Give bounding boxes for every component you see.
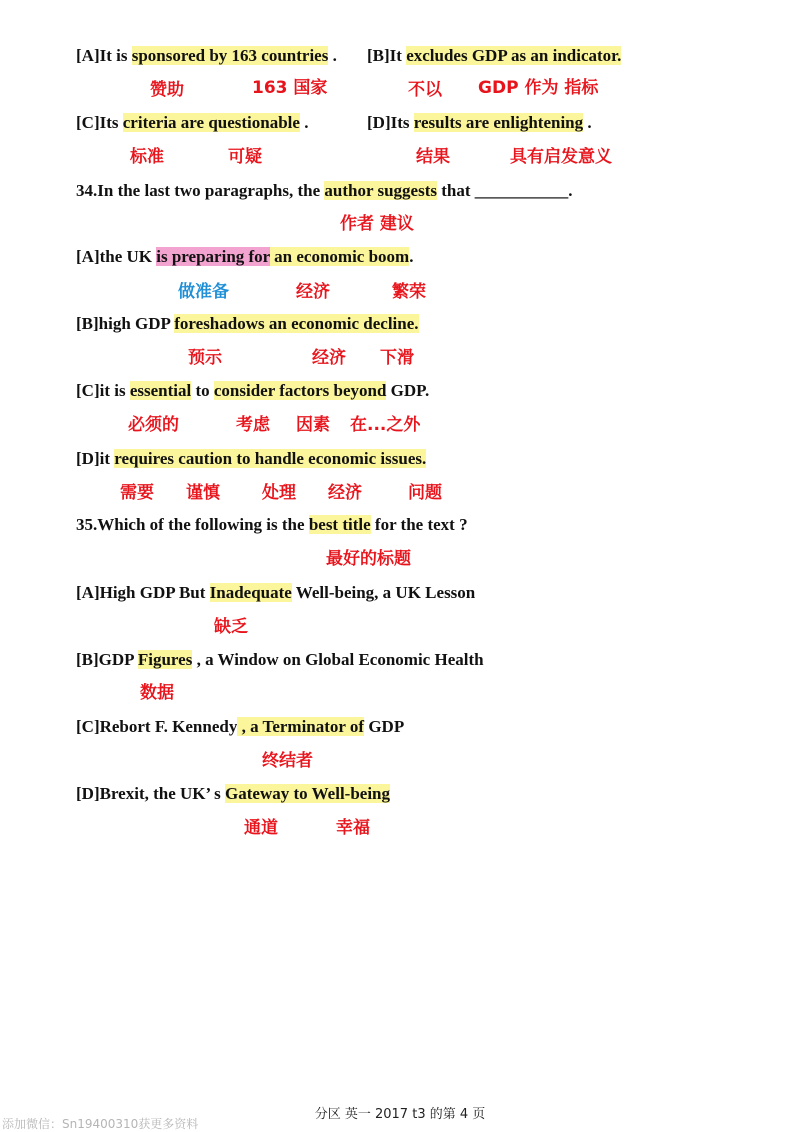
note: 谨慎	[186, 483, 220, 503]
highlight: excludes GDP as an indicator.	[406, 46, 622, 65]
option-text: [D]it	[76, 449, 115, 468]
option-text: [B]GDP	[76, 650, 138, 669]
note: 处理	[262, 483, 296, 503]
note: 在...之外	[350, 415, 421, 435]
page-footer: 分区 英一 2017 t3 的第 4 页	[314, 1107, 486, 1122]
note: 必须的	[128, 415, 179, 435]
note: 繁荣	[392, 282, 426, 302]
option-text: [C]it is	[76, 381, 130, 400]
option-35d	[76, 783, 390, 805]
note: 缺乏	[214, 617, 248, 637]
question-34-stem	[76, 180, 573, 202]
note: 终结者	[262, 751, 313, 771]
note: 做准备	[178, 282, 229, 302]
option-text: .	[328, 46, 337, 65]
option-34d	[76, 448, 426, 470]
highlight: author suggests	[324, 181, 437, 200]
highlight: Figures	[137, 650, 193, 669]
note: GDP 作为 指标	[478, 78, 599, 98]
option-text: to	[191, 381, 214, 400]
stem-text: for the text ?	[370, 515, 468, 534]
note: 通道	[244, 818, 278, 838]
option-text: , a Window on Global Economic Health	[192, 650, 484, 669]
highlight: , a Terminator of	[237, 717, 365, 736]
note: 数据	[140, 683, 174, 703]
highlight: Inadequate	[209, 583, 292, 602]
option-35b	[76, 649, 484, 671]
option-text: .	[299, 113, 309, 132]
highlight: consider factors beyond	[213, 381, 387, 400]
note: 具有启发意义	[510, 147, 612, 167]
option-35c	[76, 716, 404, 738]
highlight: requires caution to handle economic issues.	[114, 449, 427, 468]
option-text: [B]It	[367, 46, 407, 65]
note: 不以	[408, 80, 442, 100]
note: 最好的标题	[326, 549, 411, 569]
option-text: .	[583, 113, 592, 132]
option-text: Well-being, a UK Lesson	[291, 583, 476, 602]
note: 预示	[188, 348, 222, 368]
watermark-text: 添加微信：Sn19400310获更多资料	[2, 1117, 199, 1131]
highlight-pink: is preparing for	[156, 247, 270, 266]
note: 163 国家	[252, 78, 328, 98]
option-33b	[367, 45, 621, 67]
option-text: [B]high GDP	[76, 314, 175, 333]
option-text: .	[409, 247, 414, 266]
option-text: [A]High GDP But	[76, 583, 210, 602]
note: 经济	[296, 282, 330, 302]
highlight: sponsored by 163 countries	[131, 46, 329, 65]
option-text: [C]Rebort F. Kennedy	[76, 717, 238, 736]
note: 结果	[416, 147, 450, 167]
note: 赞助	[150, 80, 184, 100]
highlight: results are enlightening	[413, 113, 584, 132]
stem-text: 34.In the last two paragraphs, the	[76, 181, 325, 200]
note: 作者 建议	[340, 214, 414, 234]
option-text: [D]Brexit, the UK’ s	[76, 784, 226, 803]
highlight: essential	[129, 381, 192, 400]
option-34c	[76, 380, 429, 402]
option-text: [A]the UK	[76, 247, 157, 266]
note: 考虑	[236, 415, 270, 435]
option-text: GDP.	[386, 381, 430, 400]
stem-text: 35.Which of the following is the	[76, 515, 309, 534]
option-34b	[76, 313, 419, 335]
note: 经济	[312, 348, 346, 368]
option-text: [A]It is	[76, 46, 132, 65]
option-34a	[76, 246, 413, 268]
note: 标准	[130, 147, 164, 167]
highlight: Gateway to Well-being	[225, 784, 390, 803]
option-text: GDP	[364, 717, 405, 736]
note: 需要	[120, 483, 154, 503]
option-text: [D]Its	[367, 113, 414, 132]
highlight: best title	[308, 515, 371, 534]
option-33d	[367, 112, 592, 134]
stem-text: that ___________.	[436, 181, 573, 200]
highlight: criteria are questionable	[122, 113, 300, 132]
highlight: foreshadows an economic decline.	[174, 314, 419, 333]
option-text: [C]Its	[76, 113, 123, 132]
question-35-stem	[76, 514, 468, 536]
option-33c	[76, 112, 308, 134]
note: 问题	[408, 483, 442, 503]
highlight: an economic boom	[269, 247, 410, 266]
note: 可疑	[228, 147, 262, 167]
note: 因素	[296, 415, 330, 435]
note: 下滑	[380, 348, 414, 368]
option-35a	[76, 582, 475, 604]
note: 幸福	[336, 818, 370, 838]
note: 经济	[328, 483, 362, 503]
option-33a	[76, 45, 337, 67]
